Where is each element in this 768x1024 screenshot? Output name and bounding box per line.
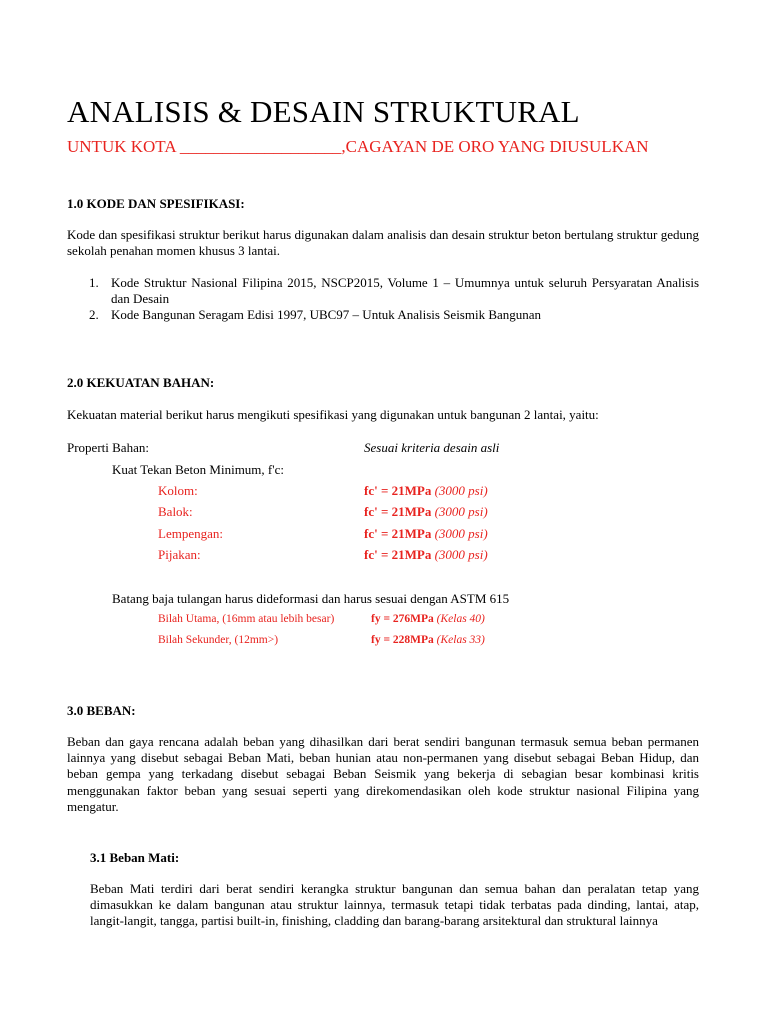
concrete-value-note: (3000 psi) (434, 504, 488, 519)
steel-value-main: fy = 276MPa (371, 613, 434, 625)
concrete-label: Kolom: (158, 483, 198, 498)
steel-label: Bilah Sekunder, (12mm>) (158, 634, 279, 646)
concrete-label: Balok: (158, 504, 193, 519)
concrete-value (364, 546, 488, 563)
section2-heading: 2.0 KEKUATAN BAHAN: (67, 375, 215, 390)
concrete-value-main: fc' = 21MPa (364, 526, 432, 541)
code-list (67, 275, 699, 324)
steel-label: Bilah Utama, (16mm atau lebih besar) (158, 613, 335, 625)
steel-value (371, 612, 485, 627)
steel-value (371, 633, 485, 648)
section3-heading: 3.0 BEBAN: (67, 703, 136, 718)
section1-paragraph: Kode dan spesifikasi struktur berikut harus digunakan dalam analisis dan desain struktur beton bertulang struktur gedung sekolah penahan momen khusus 3 lantai. (67, 227, 699, 259)
section2-paragraph: Kekuatan material berikut harus mengikuti spesifikasi yang digunakan untuk bangunan 2 lantai, yaitu: (67, 407, 599, 422)
list-item (67, 307, 699, 323)
concrete-value (364, 503, 488, 520)
steel-value-note: (Kelas 40) (436, 613, 485, 625)
steel-value-main: fy = 228MPa (371, 634, 434, 646)
list-item (67, 275, 699, 307)
concrete-value-note: (3000 psi) (434, 483, 488, 498)
concrete-value-main: fc' = 21MPa (364, 504, 432, 519)
document-title: ANALISIS & DESAIN STRUKTURAL (67, 94, 580, 129)
concrete-value-main: fc' = 21MPa (364, 483, 432, 498)
concrete-value (364, 525, 488, 542)
concrete-label: Pijakan: (158, 547, 201, 562)
list-item-number: 1. (89, 275, 99, 290)
concrete-value-main: fc' = 21MPa (364, 547, 432, 562)
concrete-value-note: (3000 psi) (434, 526, 488, 541)
section3-1-heading: 3.1 Beban Mati: (90, 850, 180, 865)
list-item-number: 2. (89, 307, 99, 323)
steel-intro: Batang baja tulangan harus dideformasi dan harus sesuai dengan ASTM 615 (112, 591, 510, 606)
properti-label: Properti Bahan: (67, 440, 149, 455)
concrete-value (364, 482, 488, 499)
document-subtitle: UNTUK KOTA ___________________,CAGAYAN DE ORO YANG DIUSULKAN (67, 137, 649, 156)
concrete-label: Lempengan: (158, 526, 223, 541)
section1-heading: 1.0 KODE DAN SPESIFIKASI: (67, 196, 245, 211)
concrete-value-note: (3000 psi) (434, 547, 488, 562)
section3-paragraph: Beban dan gaya rencana adalah beban yang dihasilkan dari berat sendiri bangunan termasuk semua beban permanen lainnya yang disebut sebagai Beban Mati, beban hunian atau non-permanen yang disebut sebagai Beban Hidup, dan beban gempa yang terkadang disebut sebagai Beban Seismik yang bekerja di sebagian besar kombinasi kritis menggunakan faktor beban yang sesuai seperti yang direkomendasikan oleh kode struktur nasional Filipina yang mengatur. (67, 734, 699, 814)
steel-value-note: (Kelas 33) (436, 634, 485, 646)
list-item-text: Kode Bangunan Seragam Edisi 1997, UBC97 – Untuk Analisis Seismik Bangunan (111, 307, 542, 323)
properti-note: Sesuai kriteria desain asli (364, 440, 500, 455)
list-item-text: Kode Struktur Nasional Filipina 2015, NSCP2015, Volume 1 – Umumnya untuk seluruh Persyaratan Analisis dan Desain (111, 275, 699, 307)
kuat-tekan-label: Kuat Tekan Beton Minimum, f'c: (112, 462, 284, 477)
section3-1-paragraph: Beban Mati terdiri dari berat sendiri kerangka struktur bangunan dan semua bahan dan peralatan tetap yang dimasukkan ke dalam bangunan atau struktur lainnya, termasuk tetapi tidak terbatas pada dinding, lantai, atap, langit-langit, tangga, partisi built-in, finishing, cladding dan barang-barang arsitektural dan struktural lainnya (90, 881, 699, 929)
